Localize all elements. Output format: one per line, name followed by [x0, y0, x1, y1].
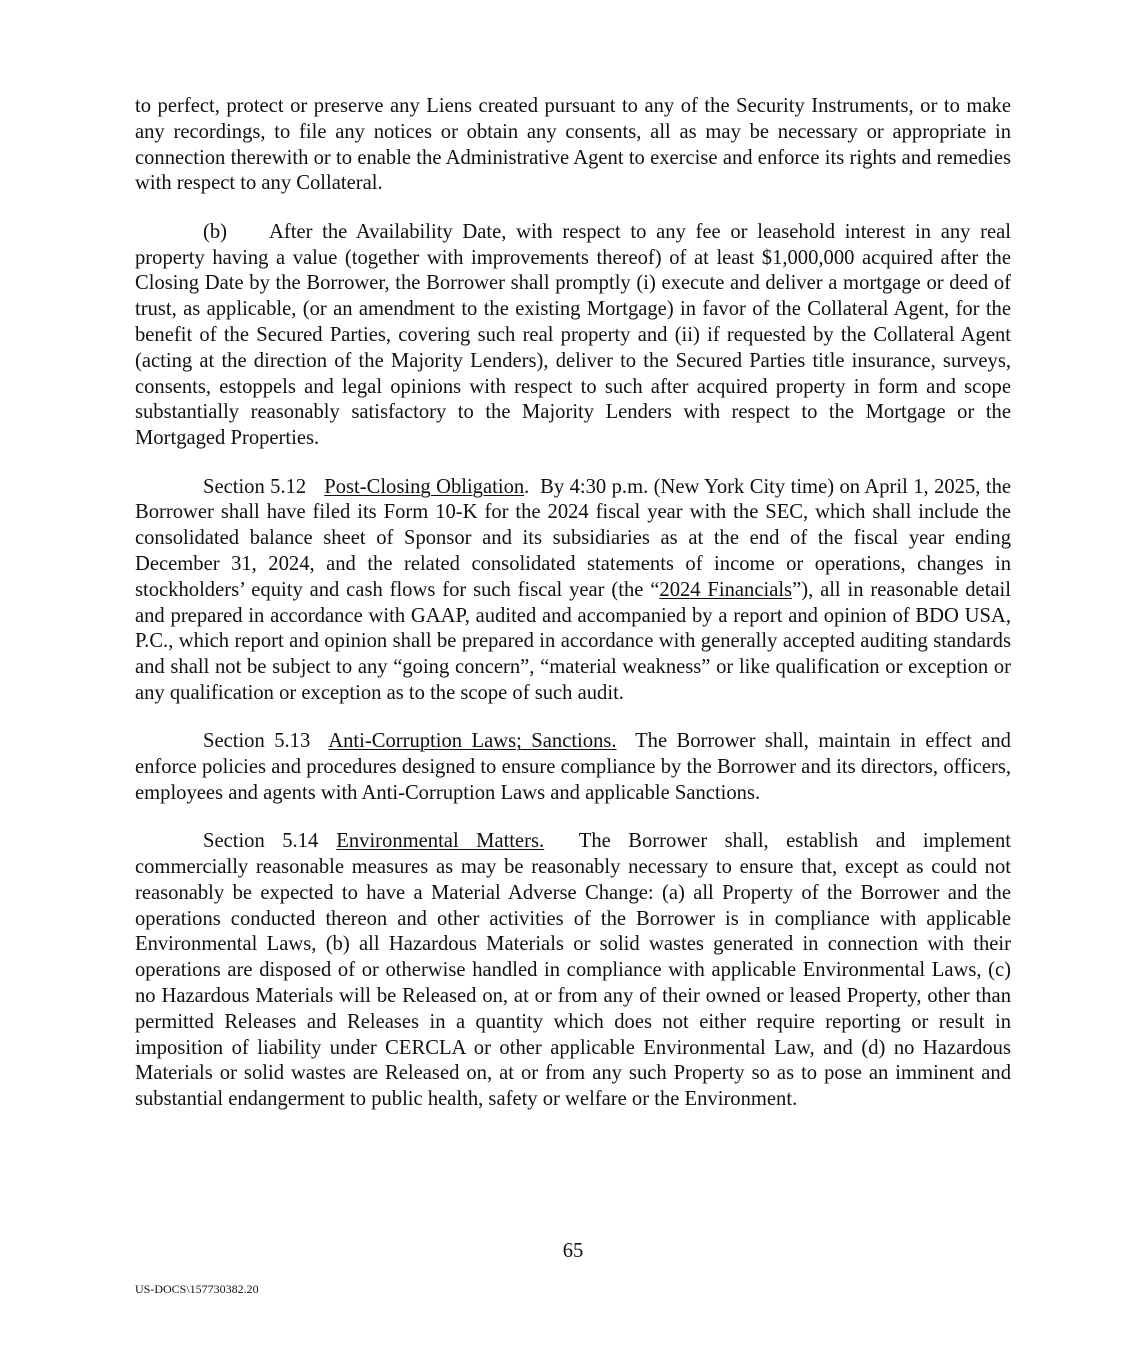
section-title: Environmental Matters. — [336, 830, 545, 853]
clause-b-text: After the Availability Date, with respect to any fee or leasehold interest in any real property having a value (together with improvements thereof) of at least $1,000,000 acquired after the Closing Date by the Borrower, the Borrower shall promptly (i) execute and deliver a mortgage or deed of trust, as applicable, (or an amendment to the existing Mortgage) in favor of the Collateral Agent, for the benefit of the Secured Parties, covering such real property and (ii) if requested by the Collateral Agent (acting at the direction of the Majority Lenders), deliver to the Secured Parties title insurance, surveys, consents, estoppels and legal opinions with respect to such after acquired property in form and scope substantially reasonably satisfactory to the Majority Lenders with respect to the Mortgage or the Mortgaged Properties. — [135, 220, 1011, 450]
section-text: The Borrower shall, establish and implement commercially reasonable measures as may be reasonably necessary to ensure that, except as could not reasonably be expected to have a Material Adverse Change: (a) all Property of the Borrower and the operations conducted thereon and other activities of the Borrower is in compliance with applicable Environmental Laws, (b) all Hazardous Materials or solid wastes generated in connection with their operations are disposed of or otherwise handled in compliance with applicable Environmental Laws, (c) no Hazardous Materials will be Released on, at or from any of their owned or leased Property, other than permitted Releases and Releases in a quantity which does not either require reporting or result in imposition of liability under CERCLA or other applicable Environmental Law, and (d) no Hazardous Materials or solid wastes are Released on, at or from any such Property so as to pose an imminent and substantial endangerment to public health, safety or welfare or the Environment. — [135, 830, 1011, 1111]
section-5-12-paragraph — [135, 475, 1011, 707]
section-title: Anti-Corruption Laws; Sanctions. — [328, 730, 617, 753]
document-body — [135, 94, 1011, 1136]
section-number: Section 5.12 — [203, 475, 307, 498]
defined-term: 2024 Financials — [659, 578, 793, 601]
section-5-14-paragraph — [135, 829, 1011, 1113]
section-number: Section 5.14 — [203, 830, 319, 853]
section-text-continued: ”), all in reasonable detail and prepared in accordance with GAAP, audited and accompanied by a report and opinion of BDO USA, P.C., which report and opinion shall be prepared in accordance with generally accepted auditing standards and shall not be subject to any “going concern”, “material weakness” or like qualification or exception or any qualification or exception as to the scope of such audit. — [135, 578, 1011, 704]
section-text: By 4:30 p.m. (New York City time) on April 1, 2025, the Borrower shall have filed its Form 10-K for the 2024 fiscal year with the SEC, which shall include the consolidated balance sheet of Sponsor and its subsidiaries as at the end of the fiscal year ending December 31, 2024, and the related consolidated statements of income or operations, changes in stockholders’ equity and cash flows for such fiscal year (the “ — [135, 475, 1012, 601]
clause-b-paragraph — [135, 220, 1011, 452]
document-id-footer: US-DOCS\157730382.20 — [135, 1282, 259, 1296]
section-5-13-paragraph — [135, 729, 1011, 806]
section-text: The Borrower shall, maintain in effect and enforce policies and procedures designed to ensure compliance by the Borrower and its directors, officers, employees and agents with Anti-Corruption Laws and applicable Sanctions. — [135, 730, 1011, 804]
continuation-text: to perfect, protect or preserve any Liens created pursuant to any of the Security Instruments, or to make any recordings, to file any notices or obtain any consents, all as may be necessary or appropriate in connection therewith or to enable the Administrative Agent to exercise and enforce its rights and remedies with respect to any Collateral. — [135, 95, 1011, 195]
continuation-paragraph — [135, 94, 1011, 197]
section-title-suffix: . — [524, 475, 530, 498]
section-title: Post-Closing Obligation — [324, 475, 525, 498]
clause-b-label: (b) — [203, 220, 228, 243]
section-number: Section 5.13 — [203, 730, 311, 753]
page-number: 65 — [562, 1240, 584, 1262]
